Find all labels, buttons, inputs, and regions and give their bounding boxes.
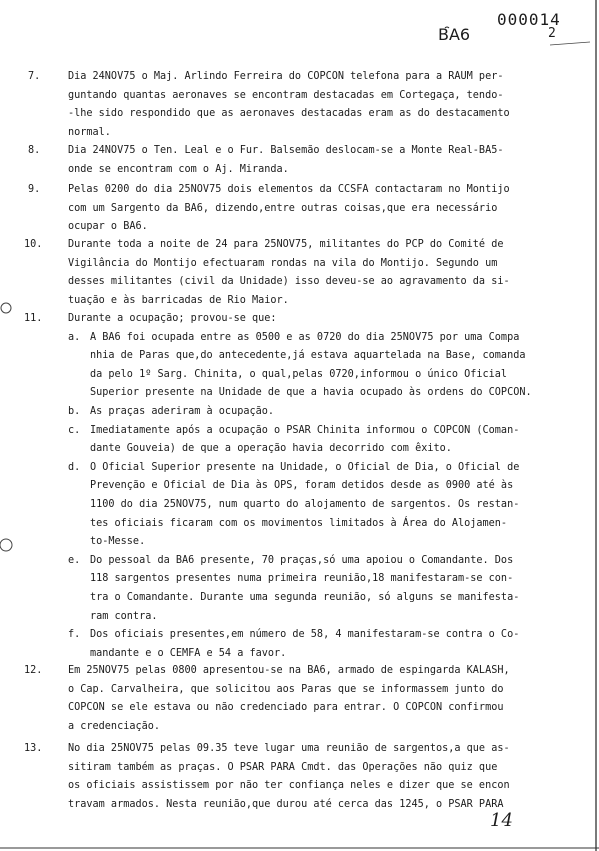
paragraph-line: os oficiais assistissem por não ter confiança neles e dizer que se encon	[68, 780, 510, 792]
paragraph-line: Durante toda a noite de 24 para 25NOV75, militantes do PCP do Comité de	[68, 239, 504, 250]
subitem-line: Dos oficiais presentes,em número de 58, 4 manifestaram-se contra o Co-	[90, 629, 520, 641]
subitem-line: dante Gouveia) de que a operação havia decorrido com êxito.	[90, 443, 452, 455]
paragraph-line: o Cap. Carvalheira, que solicitou aos Paras que se informassem junto do	[68, 683, 504, 695]
subitem-line: da pelo 1º Sarg. Chinita, o qual,pelas 0720,informou o único Oficial	[90, 368, 508, 380]
subitem-line: 1100 do dia 25NOV75, num quarto do alojamento de sargentos. Os restan-	[90, 499, 520, 510]
paragraph-number: 7.	[28, 71, 41, 82]
paragraph-line: COPCON se ele estava ou não credenciado para entrar. O COPCON confirmou	[68, 702, 504, 714]
paragraph-line: Dia 24NOV75 o Maj. Arlindo Ferreira do COPCON telefona para a RAUM per-	[68, 71, 504, 82]
subitem-line: Do pessoal da BA6 presente, 70 praças,só uma apoiou o Comandante. Dos	[90, 554, 514, 566]
paragraph-number: 10.	[24, 239, 43, 250]
subitem-letter: d.	[68, 461, 81, 473]
paragraph-line: com um Sargento da BA6, dizendo,entre outras coisas,que era necessário	[68, 202, 498, 214]
paragraph-line: normal.	[68, 126, 111, 138]
subitem-line: Prevenção e Oficial de Dia às OPS, foram detidos desde as 0900 até às	[90, 480, 514, 492]
subitem-letter: a.	[68, 331, 81, 343]
paragraph-line: Durante a ocupação; provou-se que:	[68, 313, 277, 324]
paragraph-line: desses militantes (civil da Unidade) isso deveu-se ao agravamento da si-	[68, 276, 510, 288]
paragraph-line: -lhe sido respondido que as aeronaves destacadas eram as do destacamento	[68, 108, 510, 120]
paragraph-line: tuação e às barricadas de Rio Maior.	[68, 294, 289, 306]
subitem-line: nhia de Paras que,do antecedente,já estava aquartelada na Base, comanda	[90, 350, 526, 362]
subitem-line: Imediatamente após a ocupação o PSAR Chinita informou o COPCON (Coman-	[90, 424, 520, 436]
unit-code: BA6	[438, 25, 471, 44]
paragraph-number: 11.	[24, 313, 43, 324]
subitem-line: As praças aderiram à ocupação.	[90, 406, 275, 417]
punch-hole-mark	[0, 539, 12, 551]
paragraph-number: 13.	[24, 743, 43, 754]
subitem-letter: f.	[68, 629, 81, 641]
punch-hole-mark	[1, 303, 11, 313]
subitem-line: A BA6 foi ocupada entre as 0500 e as 0720 do dia 25NOV75 por uma Compa	[90, 331, 520, 343]
paragraph-line: guntando quantas aeronaves se encontram destacadas em Cortegaça, tendo-	[68, 89, 504, 101]
handwritten-initials: 14	[490, 810, 513, 831]
paragraph-line: onde se encontram com o Aj. Miranda.	[68, 163, 289, 175]
subitem-line: Superior presente na Unidade de que a havia ocupado às ordens do COPCON.	[90, 387, 532, 399]
subitem-letter: e.	[68, 554, 81, 566]
paragraph-line: No dia 25NOV75 pelas 09.35 teve lugar uma reunião de sargentos,a que as-	[68, 743, 510, 754]
subitem-letter: c.	[68, 424, 81, 436]
document-number: 000014	[497, 10, 561, 29]
subitem-line: mandante e o CEMFA e 54 a favor.	[90, 647, 287, 659]
paragraph-line: Dia 24NOV75 o Ten. Leal e o Fur. Balsemão deslocam-se a Monte Real-BA5-	[68, 145, 504, 156]
paragraph-line: a credenciação.	[68, 720, 161, 732]
paragraph-line: travam armados. Nesta reunião,que durou até cerca das 1245, o PSAR PARA	[68, 798, 504, 810]
paragraph-line: Em 25NOV75 pelas 0800 apresentou-se na BA6, armado de espingarda KALASH,	[68, 665, 510, 676]
subitem-line: ram contra.	[90, 610, 158, 622]
subitem-line: to-Messe.	[90, 536, 146, 548]
subitem-letter: b.	[68, 406, 81, 417]
paragraph-line: Pelas 0200 do dia 25NOV75 dois elementos da CCSFA contactaram no Montijo	[68, 184, 510, 195]
page-number: 2	[548, 26, 556, 41]
subitem-line: O Oficial Superior presente na Unidade, o Oficial de Dia, o Oficial de	[90, 461, 520, 473]
subitem-line: tes oficiais ficaram com os movimentos limitados à Área do Alojamen-	[90, 517, 508, 529]
paragraph-number: 8.	[28, 145, 41, 156]
paragraph-number: 12.	[24, 665, 43, 676]
paragraph-line: ocupar o BA6.	[68, 221, 148, 233]
subitem-line: 118 sargentos presentes numa primeira reunião,18 manifestaram-se con-	[90, 573, 514, 585]
paragraph-line: sitiram também as praças. O PSAR PARA Cmdt. das Operações não quiz que	[68, 761, 498, 773]
paragraph-line: Vigilância do Montijo efectuaram rondas na vila do Montijo. Segundo um	[68, 257, 498, 269]
subitem-line: tra o Comandante. Durante uma segunda reunião, só alguns se manifesta-	[90, 592, 520, 603]
paragraph-number: 9.	[28, 184, 41, 195]
